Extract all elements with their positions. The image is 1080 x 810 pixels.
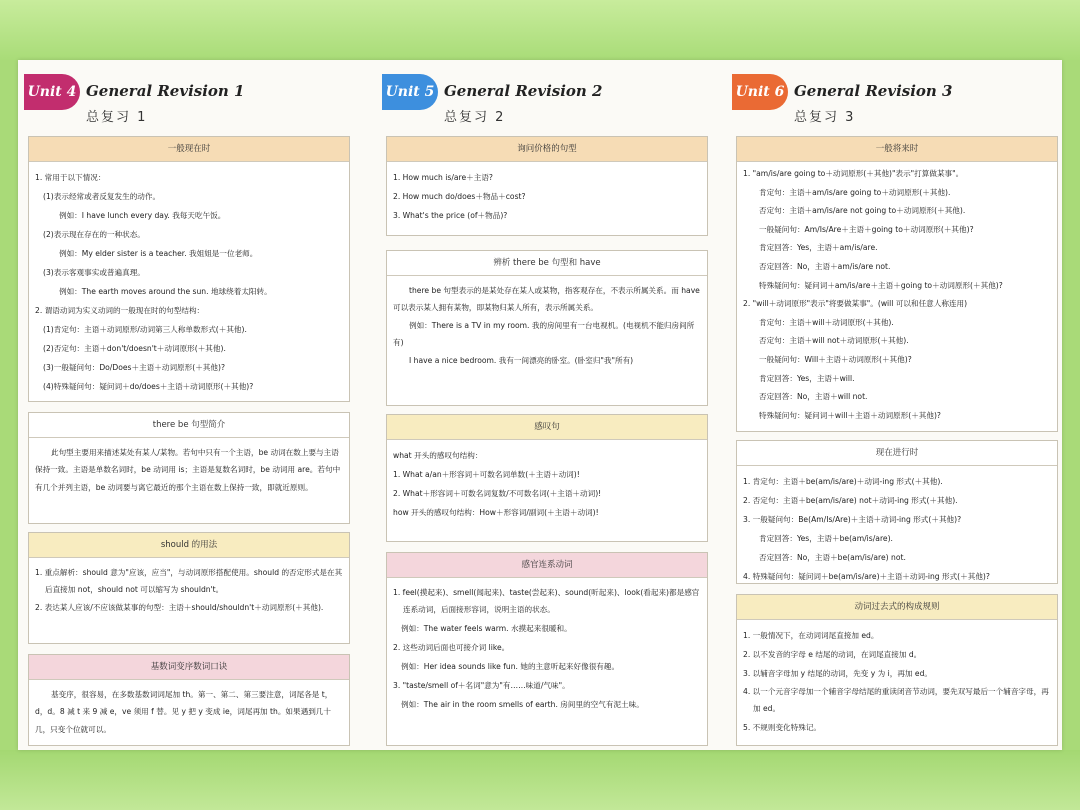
text-line: 4. 以一个元音字母加一个辅音字母结尾的重读闭音节动词，要先双写最后一个辅音字母，再加 ed。 <box>743 687 1049 714</box>
text-line: (2)表示现在存在的一种状态。 <box>43 230 145 239</box>
box-title: 感叹句 <box>387 415 707 440</box>
box-there-be-vs-have <box>386 250 708 406</box>
text-line: 1. "am/is/are going to＋动词原形(＋其他)"表示"打算做某事"。 <box>743 169 964 178</box>
box-there-be <box>28 412 350 524</box>
box-body <box>387 276 707 373</box>
box-present-simple <box>28 136 350 402</box>
text-line: 3. 以辅音字母加 y 结尾的动词，先变 y 为 i，再加 ed。 <box>743 669 933 678</box>
unit-title: General Revision 3 <box>794 82 953 100</box>
text-line: (1)肯定句：主语＋动词原形/动词第三人称单数形式(＋其他). <box>43 325 247 334</box>
background-top <box>0 0 1080 60</box>
text-line: 一般疑问句：Will＋主语＋动词原形(＋其他)? <box>759 354 912 364</box>
text-line: 肯定回答：Yes，主语＋am/is/are. <box>759 243 878 253</box>
text-line: 肯定回答：Yes，主语＋will. <box>759 373 855 383</box>
text-line: 5. 不规则变化特殊记。 <box>743 722 822 732</box>
box-title: there be 句型简介 <box>29 413 349 438</box>
paragraph: I have a nice bedroom. 我有一间漂亮的卧室。(卧室归"我"所有) <box>409 355 634 365</box>
box-title: 辨析 there be 句型和 have <box>387 251 707 276</box>
text-line: 2. 谓语动词为实义动词的一般现在时的句型结构： <box>35 306 205 315</box>
text-line: 4. 特殊疑问句：疑问词＋be(am/is/are)＋主语＋动词-ing 形式(＋其他)? <box>743 572 990 581</box>
box-title: 询问价格的句型 <box>387 137 707 162</box>
text-line: 例如：Her idea sounds like fun. 她的主意听起来好像很有趣。 <box>401 661 620 671</box>
unit-tag: Unit 6 <box>732 74 788 110</box>
text-line: 例如：The air in the room smells of earth. 房间里的空气有泥土味。 <box>401 699 644 709</box>
box-body <box>29 162 349 400</box>
text-line: (1)表示经常或者反复发生的动作。 <box>43 192 161 201</box>
box-present-continuous <box>736 440 1058 584</box>
unit-subtitle: 总复习 1 <box>86 110 148 125</box>
box-body <box>387 440 707 526</box>
text-line: (3)表示客观事实或普遍真理。 <box>43 268 145 277</box>
box-title: 基数词变序数词口诀 <box>29 655 349 680</box>
text-line: what 开头的感叹句结构： <box>393 451 483 460</box>
text-line: (3)一般疑问句：Do/Does＋主语＋动词原形(＋其他)? <box>43 363 225 372</box>
box-future-simple <box>736 136 1058 432</box>
box-body <box>29 558 349 620</box>
box-title: 感官连系动词 <box>387 553 707 578</box>
box-past-tense-rules <box>736 594 1058 746</box>
unit-4-column <box>24 60 354 750</box>
paragraph: 此句型主要用来描述某处有某人/某物。若句中只有一个主语，be 动词在数上要与主语保持一致。主语是单数名词时，be 动词用 is；主语是复数名词时，be 动词用 are。若句中有几个并列主语，be 动词要与离它最近的那个主语在数上保持一致，即就近原则。 <box>35 448 341 492</box>
text-line: 2. What＋形容词＋可数名词复数/不可数名词(＋主语＋动词)! <box>393 489 602 498</box>
box-body <box>29 680 349 742</box>
text-line: 2. How much do/does＋物品＋cost? <box>393 192 526 201</box>
box-should <box>28 532 350 644</box>
text-line: 一般疑问句：Am/Is/Are＋主语＋going to＋动词原形(＋其他)? <box>759 224 974 234</box>
unit-5-column <box>382 60 712 750</box>
box-title: 动词过去式的构成规则 <box>737 595 1057 620</box>
unit-subtitle: 总复习 2 <box>444 110 506 125</box>
box-title: 现在进行时 <box>737 441 1057 466</box>
text-line: 2. 表达某人应该/不应该做某事的句型：主语＋should/shouldn't＋动词原形(＋其他). <box>35 602 324 612</box>
box-body <box>387 162 707 229</box>
box-title: 一般现在时 <box>29 137 349 162</box>
text-line: 肯定回答：Yes，主语＋be(am/is/are). <box>759 534 893 543</box>
box-title: 一般将来时 <box>737 137 1057 162</box>
text-line: 特殊疑问句：疑问词＋am/is/are＋主语＋going to＋动词原形(＋其他)? <box>759 280 1003 290</box>
text-line: 例如：The water feels warm. 水摸起来很暖和。 <box>401 623 572 633</box>
unit-6-column <box>732 60 1062 750</box>
text-line: 1. How much is/are＋主语? <box>393 173 493 182</box>
paragraph: 基变序，很容易，在多数基数词词尾加 th。第一、第二、第三要注意，词尾各是 t，d，d。8 减 t 来 9 减 e，ve 须用 f 替。见 y 把 y 变成 ie，词尾再加 th。如果遇到几十几，只变个位就可以。 <box>35 690 333 734</box>
text-line: 例如：I have lunch every day. 我每天吃午饭。 <box>59 211 226 220</box>
unit-subtitle: 总复习 3 <box>794 110 856 125</box>
text-line: 特殊疑问句：疑问词＋will＋主语＋动词原形(＋其他)? <box>759 410 941 420</box>
text-line: 例如：The earth moves around the sun. 地球绕着太阳转。 <box>59 287 272 296</box>
text-line: 3. 一般疑问句：Be(Am/Is/Are)＋主语＋动词-ing 形式(＋其他)? <box>743 515 962 524</box>
background-bottom <box>0 750 1080 810</box>
unit-title: General Revision 2 <box>444 82 603 100</box>
box-exclamations <box>386 414 708 542</box>
box-body <box>29 438 349 500</box>
box-price-questions <box>386 136 708 236</box>
unit-title: General Revision 1 <box>86 82 245 100</box>
text-line: (2)否定句：主语＋don't/doesn't＋动词原形(＋其他). <box>43 344 226 353</box>
text-line: 否定句：主语＋will not＋动词原形(＋其他). <box>759 336 909 346</box>
box-sense-verbs <box>386 552 708 746</box>
text-line: 2. 以不发音的字母 e 结尾的动词，在词尾直接加 d。 <box>743 650 922 659</box>
box-title: should 的用法 <box>29 533 349 558</box>
text-line: 2. 这些动词后面也可接介词 like。 <box>393 642 510 652</box>
text-line: 否定回答：No，主语＋will not. <box>759 392 868 402</box>
unit-tag: Unit 4 <box>24 74 80 110</box>
revision-sheet <box>18 60 1062 750</box>
text-line: 2. "will＋动词原形"表示"将要做某事"。(will 可以和任意人称连用) <box>743 299 968 309</box>
text-line: 3. What's the price (of＋物品)? <box>393 211 508 220</box>
text-line: 1. 重点解析：should 意为"应该，应当"，与动词原形搭配使用。should 的否定形式是在其后直接加 not，should not 可以缩写为 shouldn't。 <box>35 568 343 595</box>
text-line: 1. 常用于以下情况： <box>35 173 106 182</box>
text-line: 1. 一般情况下，在动词词尾直接加 ed。 <box>743 631 879 640</box>
paragraph: 例如：There is a TV in my room. 我的房间里有一台电视机。(电视机不能归房间所有) <box>393 320 695 348</box>
text-line: 否定句：主语＋am/is/are not going to＋动词原形(＋其他). <box>759 206 966 216</box>
text-line: 1. What a/an＋形容词＋可数名词单数(＋主语＋动词)! <box>393 470 580 479</box>
unit-tag: Unit 5 <box>382 74 438 110</box>
text-line: 1. feel(摸起来)、smell(闻起来)、taste(尝起来)、sound(听起来)、look(看起来)都是感官连系动词，后面接形容词，说明主语的状态。 <box>393 588 700 615</box>
text-line: 否定回答：No，主语＋am/is/are not. <box>759 261 891 271</box>
text-line: how 开头的感叹句结构：How＋形容词/副词(＋主语＋动词)! <box>393 508 599 517</box>
text-line: 例如：My elder sister is a teacher. 我姐姐是一位老师。 <box>59 249 258 258</box>
text-line: 肯定句：主语＋will＋动词原形(＋其他). <box>759 317 894 327</box>
text-line: 3. "taste/smell of＋名词"意为"有……味道/气味"。 <box>393 680 570 690</box>
text-line: 否定回答：No，主语＋be(am/is/are) not. <box>759 553 906 562</box>
text-line: 1. 肯定句：主语＋be(am/is/are)＋动词-ing 形式(＋其他). <box>743 477 943 486</box>
box-body <box>737 466 1057 590</box>
text-line: 2. 否定句：主语＋be(am/is/are) not＋动词-ing 形式(＋其他). <box>743 496 958 505</box>
paragraph: there be 句型表示的是某处存在某人或某物，指客观存在，不表示所属关系。而 have 可以表示某人拥有某物，即某物归某人所有，表示所属关系。 <box>393 286 700 313</box>
unit-header <box>382 74 712 134</box>
box-body <box>737 620 1057 741</box>
unit-header <box>24 74 354 134</box>
text-line: (4)特殊疑问句：疑问词＋do/does＋主语＋动词原形(＋其他)? <box>43 382 254 391</box>
box-body <box>737 162 1057 429</box>
unit-header <box>732 74 1062 134</box>
box-body <box>387 578 707 718</box>
text-line: 肯定句：主语＋am/is/are going to＋动词原形(＋其他). <box>759 187 951 197</box>
box-ordinal-rhyme <box>28 654 350 746</box>
